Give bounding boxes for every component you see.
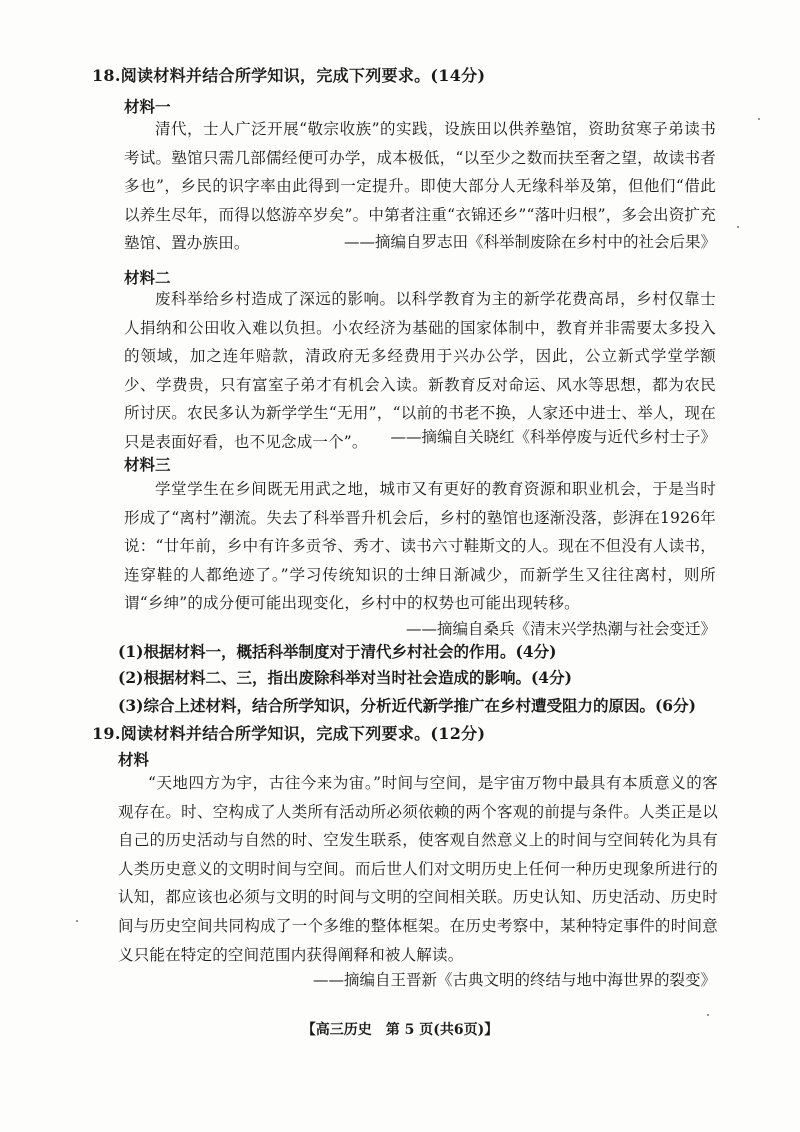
material-2-text: 废科举给乡村造成了深远的影响。以科学教育为主的新学花费高昂，乡村仅靠士人捐纳和公田收入难以负担。小农经济为基础的国家体制中，教育并非需要太多投入的领域，加之连年赔款，清政府无多经费用于兴办公学，因此，公立新式学堂学额少、学费贵，只有富室子弟才有机会入读。新教育反对命运、风水等思想，都为农民所讨厌。农民多认为新学学生“无用”，“以前的书老不换，人家还中进士、举人，现在只是表面好看，也不见念成一个”。 — [124, 290, 716, 451]
material-3-label: 材料三 — [124, 456, 171, 474]
material-19-label: 材料 — [118, 751, 150, 769]
page-footer: 【高三历史 第 5 页(共6页)】 — [301, 1022, 499, 1038]
question-18-part-1: (1)根据材料一，概括科举制度对于清代乡村社会的作用。(4分) — [118, 642, 557, 661]
material-2-source: ——摘编自关晓红《科举停废与近代乡村士子》 — [390, 428, 716, 446]
material-1-label: 材料一 — [124, 98, 171, 116]
scan-speck — [76, 920, 78, 922]
scan-speck — [737, 226, 739, 228]
material-3-source: ——摘编自桑兵《清末兴学热潮与社会变迁》 — [405, 620, 716, 638]
material-19-text: “天地四方为宇，古往今来为宙。”时间与空间，是宇宙万物中最具有本质意义的客观存在。时、空构成了人类所有活动所必须依赖的两个客观的前提与条件。人类正是以自己的历史活动与自然的时、空发生联系，使客观自然意义上的时间与空间转化为具有人类历史意义的文明时间与空间。而后世人们对文明历史上任何一种历史现象所进行的认知，都应该也必须与文明的时间与文明的空间相关联。历史认知、历史活动、历史时间与历史空间共同构成了一个多维的整体框架。在历史考察中，某种特定事件的时间意义只能在特定的空间范围内获得阐释和被人解读。 — [118, 774, 718, 964]
question-19-title: 19.阅读材料并结合所学知识，完成下列要求。(12分) — [92, 724, 486, 743]
material-19-source: ——摘编自王晋新《古典文明的终结与地中海世界的裂变》 — [312, 971, 716, 989]
material-3-text: 学堂学生在乡间既无用武之地，城市又有更好的教育资源和职业机会，于是当时形成了“离村”潮流。失去了科举晋升机会后，乡村的塾馆也逐渐没落，彭湃在1926年说：“廿年前，乡中有许多贡爷、秀才、读书六寸鞋斯文的人。现在不但没有人读书，连穿鞋的人都绝迹了。”学习传统知识的士绅日渐减少，而新学生又往往离村，则所谓“乡绅”的成分便可能出现变化，乡村中的权势也可能出现转移。 — [124, 480, 716, 613]
scan-speck — [758, 118, 760, 120]
scan-speck — [707, 1014, 709, 1016]
question-18-part-2: (2)根据材料二、三，指出废除科举对当时社会造成的影响。(4分) — [118, 668, 572, 687]
material-1-source: ——摘编自罗志田《科举制废除在乡村中的社会后果》 — [343, 233, 716, 251]
question-18-part-3: (3)综合上述材料，结合所学知识，分析近代新学推广在乡村遭受阻力的原因。(6分) — [118, 696, 696, 715]
material-1-text: 清代，士人广泛开展“敬宗收族”的实践，设族田以供养塾馆，资助贫寒子弟读书考试。塾馆只需几部儒经便可办学，成本极低，“以至少之数而扶至奢之望，故读书者多也”，乡民的识字率由此得到一定提升。即使大部分人无缘科举及第，但他们“借此以养生尽年，而得以悠游卒岁矣”。中第者注重“衣锦还乡”“落叶归根”，多会出资扩充塾馆、置办族田。 — [124, 120, 716, 253]
material-2-label: 材料二 — [124, 269, 171, 287]
question-18-title: 18.阅读材料并结合所学知识，完成下列要求。(14分) — [92, 66, 486, 85]
